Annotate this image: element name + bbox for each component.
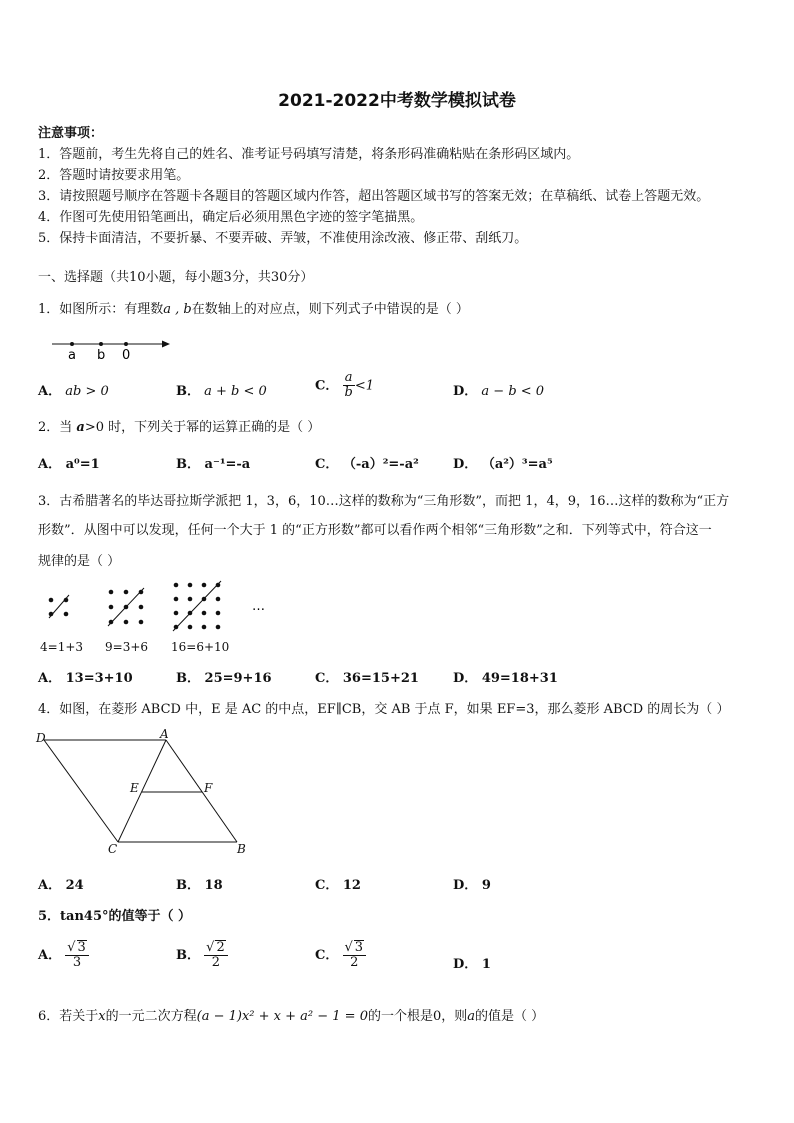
question-6-stem: 6．若关于x的一元二次方程(a − 1)x² + x + a² − 1 = 0的一个根是0，则a的值是（ ） — [38, 1009, 545, 1024]
q1-option-a[interactable]: A． ab > 0 — [38, 384, 109, 399]
question-4-stem: 4．如图，在菱形 ABCD 中，E 是 AC 的中点，EF∥CB，交 AB 于点 F，如果 EF=3，那么菱形 ABCD 的周长为（ ） — [38, 702, 730, 717]
label-c: C — [108, 842, 118, 856]
label-a: a — [68, 348, 76, 362]
number-line-arrow — [162, 341, 170, 348]
question-5-stem: 5．tan45°的值等于（ ） — [38, 909, 192, 924]
q2-option-a[interactable]: A． a⁰=1 — [38, 457, 100, 472]
notice-item: 1．答题前，考生先将自己的姓名、准考证号码填写清楚，将条形码准确粘贴在条形码区域内。 — [38, 147, 580, 162]
side-ab — [166, 740, 237, 842]
question-3-line: 规律的是（ ） — [38, 554, 121, 569]
caption-16: 16=6+10 — [171, 640, 230, 654]
question-1-stem: 1．如图所示：有理数a , b在数轴上的对应点，则下列式子中错误的是（ ） — [38, 302, 469, 317]
notice-item: 4．作图可先使用铅笔画出，确定后必须用黑色字迹的签字笔描黑。 — [38, 210, 424, 225]
dots-4x4 — [173, 581, 221, 631]
question-2-stem: 2．当 a>0 时，下列关于幂的运算正确的是（ ） — [38, 420, 321, 435]
label-a: A — [160, 727, 169, 741]
q5-option-c[interactable]: C． $\frac{√ 3}{2}$ — [315, 940, 366, 971]
q2-option-b[interactable]: B． a⁻¹=-a — [176, 457, 251, 472]
notice-heading: 注意事项： — [38, 126, 104, 141]
label-b: b — [97, 348, 106, 362]
q4-option-a[interactable]: A． 24 — [38, 878, 84, 893]
notice-item: 2．答题时请按要求用笔。 — [38, 168, 190, 183]
point-b — [99, 342, 103, 346]
q1-option-c[interactable]: C． $\frac{a}{b}$ <1 — [315, 370, 374, 401]
q4-option-c[interactable]: C． 12 — [315, 878, 361, 893]
q3-option-c[interactable]: C． 36=15+21 — [315, 671, 419, 686]
question-3-line: 3．古希腊著名的毕达哥拉斯学派把 1，3，6，10…这样的数称为“三角形数”，而把 1，4，9，16…这样的数称为“正方 — [38, 494, 730, 509]
q1-option-b[interactable]: B． a + b < 0 — [176, 384, 267, 399]
number-line-figure — [48, 334, 178, 362]
equation: (a − 1)x² + x + a² − 1 = 0 — [196, 1009, 368, 1024]
label-f: F — [204, 781, 213, 795]
point-a — [70, 342, 74, 346]
q5-option-a[interactable]: A． $\frac{√ 3}{3}$ — [38, 940, 89, 971]
q5-option-d[interactable]: D． 1 — [453, 957, 491, 972]
square-numbers-figure — [38, 580, 278, 632]
label-b: B — [237, 842, 246, 856]
q2-option-c[interactable]: C． （-a）²=-a² — [315, 457, 419, 472]
q2-option-d[interactable]: D． （a²）³=a⁵ — [453, 457, 553, 472]
label-d: D — [36, 731, 46, 745]
notice-item: 3．请按照题号顺序在答题卡各题目的答题区域内作答，超出答题区域书写的答案无效；在草稿纸、试卷上答题无效。 — [38, 189, 710, 204]
q5-option-b[interactable]: B． $\frac{√ 2}{2}$ — [176, 940, 228, 971]
q4-option-d[interactable]: D． 9 — [453, 878, 491, 893]
page-title: 2021-2022中考数学模拟试卷 — [278, 91, 516, 111]
notice-item: 5．保持卡面清洁，不要折暴、不要弄破、弄皱，不准使用涂改液、修正带、刮纸刀。 — [38, 231, 528, 246]
diagonal-ca — [118, 740, 166, 842]
label-zero: 0 — [122, 348, 131, 362]
dots-3x3 — [108, 588, 144, 626]
ellipsis: … — [252, 599, 265, 614]
q1-option-d[interactable]: D． a − b < 0 — [453, 384, 545, 399]
label-e: E — [130, 781, 139, 795]
section-heading: 一、选择题（共10小题，每小题3分，共30分） — [38, 270, 314, 285]
dots-2x2 — [49, 595, 69, 618]
q4-option-b[interactable]: B． 18 — [176, 878, 223, 893]
side-cd — [44, 740, 118, 842]
q3-option-d[interactable]: D． 49=18+31 — [453, 671, 558, 686]
point-zero — [124, 342, 128, 346]
caption-9: 9=3+6 — [105, 640, 149, 654]
question-3-line: 形数”．从图中可以发现，任何一个大于 1 的“正方形数”都可以看作两个相邻“三角形数”之和．下列等式中，符合这一 — [38, 523, 712, 538]
q3-option-b[interactable]: B． 25=9+16 — [176, 671, 272, 686]
rhombus-figure — [32, 726, 258, 860]
caption-4: 4=1+3 — [40, 640, 84, 654]
q3-option-a[interactable]: A． 13=3+10 — [38, 671, 133, 686]
